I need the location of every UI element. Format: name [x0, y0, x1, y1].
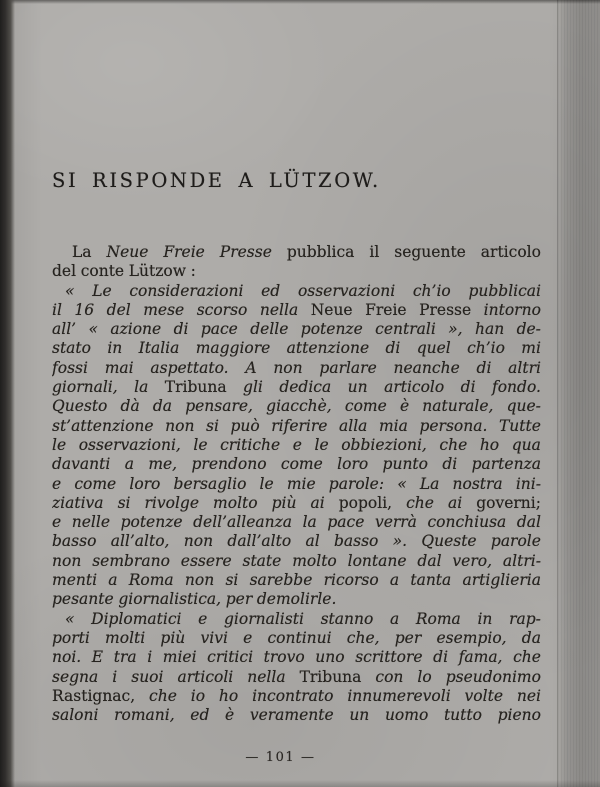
- word: le: [52, 435, 67, 454]
- word: considerazioni: [129, 281, 244, 300]
- text-line: [52, 494, 541, 513]
- word: nostra: [452, 474, 503, 493]
- word: porti: [52, 628, 90, 647]
- word: i: [147, 648, 153, 667]
- text-line: [52, 668, 541, 687]
- word: pieno: [497, 706, 541, 725]
- word: dà: [120, 397, 140, 416]
- page-title: SI RISPONDE A LÜTZOW.: [52, 169, 381, 192]
- word: articoli: [177, 667, 234, 686]
- word: maggiore: [195, 339, 271, 358]
- word: pubblicai: [468, 281, 541, 300]
- word: stanno: [320, 609, 374, 628]
- word: non: [52, 551, 82, 570]
- scan-edge-bottom-shadow: [0, 780, 600, 787]
- word: «: [397, 474, 407, 493]
- word: a: [124, 455, 134, 474]
- word: popoli,: [338, 493, 393, 512]
- word: segna: [52, 667, 99, 686]
- word: è: [225, 706, 235, 725]
- word: uno: [315, 648, 345, 667]
- text-line: [52, 320, 541, 339]
- word: parole: [490, 532, 541, 551]
- word: attenzione: [286, 339, 370, 358]
- word: Tribuna: [299, 667, 362, 686]
- scan-edge-top-shadow: [0, 0, 600, 4]
- text-line: [52, 282, 541, 301]
- text-line: [52, 301, 541, 320]
- word: :: [190, 262, 196, 281]
- body-paragraph: [52, 243, 541, 282]
- word: intorno: [483, 300, 541, 319]
- word: Neue: [310, 300, 353, 319]
- word: Tutte: [498, 416, 541, 435]
- word: del: [52, 262, 77, 281]
- word: Italia: [138, 339, 180, 358]
- text-line: [52, 243, 541, 262]
- text-line: [52, 378, 541, 397]
- word: seguente: [394, 243, 466, 261]
- word: governi;: [476, 493, 541, 512]
- word: state: [242, 551, 282, 570]
- word: obbiezioni,: [341, 435, 427, 454]
- word: molto: [292, 551, 337, 570]
- word: prendono: [191, 455, 267, 474]
- word: la: [302, 513, 317, 532]
- word: ai: [447, 493, 463, 512]
- word: da: [521, 628, 541, 647]
- word: miei: [162, 648, 197, 667]
- word: romani,: [114, 706, 175, 725]
- word: del: [106, 300, 131, 319]
- word: gli: [243, 378, 263, 397]
- word: pesante: [52, 590, 114, 609]
- word: di: [476, 358, 492, 377]
- word: nei: [516, 686, 541, 705]
- word: che,: [346, 628, 380, 647]
- text-line: [52, 262, 541, 281]
- word: suoi: [131, 667, 164, 686]
- word: giacchè,: [266, 397, 332, 416]
- text-line: [52, 475, 541, 494]
- word: all’: [52, 320, 77, 339]
- word: giornalistica,: [118, 590, 222, 609]
- word: osservazioni,: [78, 435, 181, 454]
- word: veramente: [249, 706, 334, 725]
- word: han: [474, 320, 505, 339]
- word: più: [160, 628, 186, 647]
- word: ch’io: [467, 339, 505, 358]
- word: persona.: [419, 416, 488, 435]
- text-line: [52, 610, 541, 629]
- word: saloni: [52, 706, 99, 725]
- word: La: [72, 243, 92, 261]
- word: 16: [74, 300, 95, 319]
- word: non: [165, 416, 195, 435]
- word: nelle: [71, 513, 110, 532]
- page-edge-right-shadow: [557, 0, 600, 787]
- word: vivi: [200, 628, 228, 647]
- word: partenza: [471, 455, 541, 474]
- word: mai: [104, 358, 134, 377]
- word: con: [375, 667, 404, 686]
- word: molti: [105, 628, 146, 647]
- word: di: [433, 648, 449, 667]
- word: nella: [259, 300, 299, 319]
- word: pubblica: [286, 243, 355, 261]
- word: e: [52, 474, 62, 493]
- word: punto: [382, 455, 428, 474]
- word: i: [112, 667, 118, 686]
- word: de-: [516, 320, 541, 339]
- word: mi: [521, 339, 541, 358]
- word: articolo: [384, 378, 445, 397]
- word: scrittore: [355, 648, 423, 667]
- word: verrà: [374, 513, 417, 532]
- word: Freie: [163, 243, 205, 261]
- word: io: [190, 686, 206, 705]
- word: noi.: [52, 648, 82, 667]
- word: giornalisti: [224, 609, 304, 628]
- word: ch’io: [412, 281, 451, 300]
- word: basso: [333, 532, 379, 551]
- word: fossi: [52, 358, 88, 377]
- word: e: [243, 628, 253, 647]
- body-paragraph: [52, 282, 541, 610]
- word: all’alto,: [110, 532, 170, 551]
- word: di: [385, 339, 401, 358]
- word: dal: [417, 551, 442, 570]
- word: nella: [247, 667, 286, 686]
- word: scorso: [196, 300, 248, 319]
- text-line: [52, 706, 541, 725]
- word: dall’alto: [227, 532, 292, 551]
- word: centrali: [375, 320, 436, 339]
- word: La: [419, 474, 440, 493]
- word: incontrato: [252, 686, 334, 705]
- word: un: [347, 378, 368, 397]
- text-line: [52, 513, 541, 532]
- word: lo: [417, 667, 432, 686]
- word: que-: [506, 397, 541, 416]
- word: ed: [261, 281, 281, 300]
- text-line: [52, 417, 541, 436]
- word: per: [225, 590, 253, 609]
- word: st’attenzione: [52, 416, 154, 435]
- word: davanti: [52, 455, 111, 474]
- word: parlare: [319, 358, 377, 377]
- word: «: [65, 609, 75, 628]
- word: le: [259, 474, 274, 493]
- word: sarebbe: [249, 571, 313, 590]
- word: Queste: [421, 532, 477, 551]
- word: più: [271, 493, 297, 512]
- word: Neue: [106, 243, 149, 261]
- word: pseudonimo: [445, 667, 541, 686]
- text-line: [52, 339, 541, 358]
- word: in: [107, 339, 123, 358]
- word: neanche: [393, 358, 460, 377]
- word: innumerevoli: [347, 686, 451, 705]
- word: critiche: [220, 435, 281, 454]
- word: qua: [511, 435, 541, 454]
- word: osservazioni: [297, 281, 396, 300]
- word: essere: [180, 551, 232, 570]
- word: ricorso: [323, 571, 379, 590]
- text-line: [52, 590, 541, 609]
- text-line: [52, 455, 541, 474]
- word: dedica: [279, 378, 332, 397]
- word: Le: [92, 281, 112, 300]
- word: come: [280, 455, 323, 474]
- word: esempio,: [436, 628, 507, 647]
- word: un: [349, 706, 370, 725]
- word: artiglieria: [462, 571, 541, 590]
- word: che: [406, 493, 434, 512]
- article-body: [52, 243, 541, 725]
- body-paragraph: [52, 610, 541, 726]
- word: critici: [207, 648, 254, 667]
- word: ai: [310, 493, 325, 512]
- word: lontane: [347, 551, 407, 570]
- word: Presse: [219, 243, 272, 261]
- text-line: [52, 648, 541, 667]
- word: aspettato.: [150, 358, 229, 377]
- word: a: [108, 571, 118, 590]
- word: Tribuna: [164, 378, 227, 397]
- word: che: [439, 435, 468, 454]
- word: conte: [80, 262, 125, 281]
- word: si: [205, 416, 219, 435]
- word: stato: [52, 339, 91, 358]
- word: Lützow: [128, 262, 187, 281]
- word: tanta: [410, 571, 452, 590]
- word: me,: [148, 455, 178, 474]
- word: pace: [200, 320, 238, 339]
- word: A: [245, 358, 257, 377]
- word: tutto: [443, 706, 482, 725]
- word: ho: [218, 686, 239, 705]
- word: al: [305, 532, 320, 551]
- word: fondo.: [491, 378, 541, 397]
- word: conchiusa: [427, 513, 507, 532]
- word: a: [389, 571, 400, 590]
- word: loro: [337, 455, 369, 474]
- word: Presse: [419, 300, 472, 319]
- word: delle: [250, 320, 289, 339]
- word: di: [173, 320, 189, 339]
- word: naturale,: [422, 397, 494, 416]
- word: non: [184, 571, 215, 590]
- word: si: [225, 571, 239, 590]
- text-line: [52, 552, 541, 571]
- text-line: [52, 571, 541, 590]
- word: le: [314, 435, 329, 454]
- text-line: [52, 532, 541, 551]
- word: mese: [143, 300, 185, 319]
- word: ho: [479, 435, 500, 454]
- word: uomo: [384, 706, 429, 725]
- word: il: [369, 243, 380, 261]
- word: basso: [52, 532, 97, 551]
- word: «: [88, 320, 98, 339]
- word: Diplomatici: [91, 609, 182, 628]
- word: e: [198, 609, 208, 628]
- word: menti: [52, 571, 98, 590]
- word: mie: [286, 474, 316, 493]
- word: per: [394, 628, 422, 647]
- text-line: [52, 359, 541, 378]
- word: altri: [508, 358, 541, 377]
- word: e: [52, 513, 62, 532]
- word: altri-: [502, 551, 541, 570]
- word: fama,: [458, 648, 503, 667]
- word: «: [65, 281, 75, 300]
- word: da: [152, 397, 173, 416]
- word: Questo: [52, 397, 108, 416]
- word: mia: [378, 416, 408, 435]
- word: azione: [110, 320, 162, 339]
- word: alla: [339, 416, 368, 435]
- text-line: [52, 687, 541, 706]
- word: in: [477, 609, 493, 628]
- word: articolo: [480, 243, 541, 261]
- word: quel: [416, 339, 451, 358]
- text-line: [52, 397, 541, 416]
- text-column: [52, 169, 541, 725]
- word: parole:: [328, 474, 385, 493]
- word: Roma: [415, 609, 461, 628]
- page-number: — 101 —: [245, 750, 316, 765]
- word: »,: [448, 320, 463, 339]
- word: di: [442, 455, 458, 474]
- word: dal: [516, 513, 541, 532]
- word: non: [183, 532, 214, 551]
- word: a: [389, 609, 400, 628]
- word: rivolge: [144, 493, 200, 512]
- word: volte: [464, 686, 503, 705]
- word: vero,: [452, 551, 493, 570]
- word: tra: [113, 648, 137, 667]
- word: giornali,: [52, 378, 118, 397]
- word: ini-: [515, 474, 541, 493]
- word: ».: [392, 532, 408, 551]
- word: può: [230, 416, 260, 435]
- word: riferire: [271, 416, 328, 435]
- word: Rastignac,: [52, 686, 136, 705]
- word: potenze: [300, 320, 363, 339]
- word: le: [193, 435, 208, 454]
- word: si: [117, 493, 131, 512]
- word: che: [149, 686, 177, 705]
- word: ed: [190, 706, 210, 725]
- word: il: [52, 300, 62, 319]
- word: pensare,: [185, 397, 253, 416]
- word: dell’alleanza: [193, 513, 293, 532]
- word: ziativa: [52, 493, 104, 512]
- word: come: [74, 474, 117, 493]
- word: Roma: [128, 571, 174, 590]
- word: molto: [213, 493, 258, 512]
- word: loro: [129, 474, 161, 493]
- text-line: [52, 436, 541, 455]
- word: bersaglio: [173, 474, 247, 493]
- text-line: [52, 629, 541, 648]
- scan-edge-left-shadow: [0, 0, 15, 787]
- word: Freie: [365, 300, 407, 319]
- word: demolirle.: [256, 590, 337, 609]
- word: è: [399, 397, 410, 416]
- word: potenze: [120, 513, 183, 532]
- word: e: [292, 435, 302, 454]
- word: trovo: [263, 648, 305, 667]
- word: come: [344, 397, 387, 416]
- word: che: [513, 648, 541, 667]
- word: di: [460, 378, 476, 397]
- word: pace: [327, 513, 365, 532]
- word: rap-: [509, 609, 541, 628]
- word: E: [91, 648, 104, 667]
- word: sembrano: [92, 551, 170, 570]
- word: la: [134, 378, 149, 397]
- word: non: [273, 358, 303, 377]
- word: continui: [267, 628, 332, 647]
